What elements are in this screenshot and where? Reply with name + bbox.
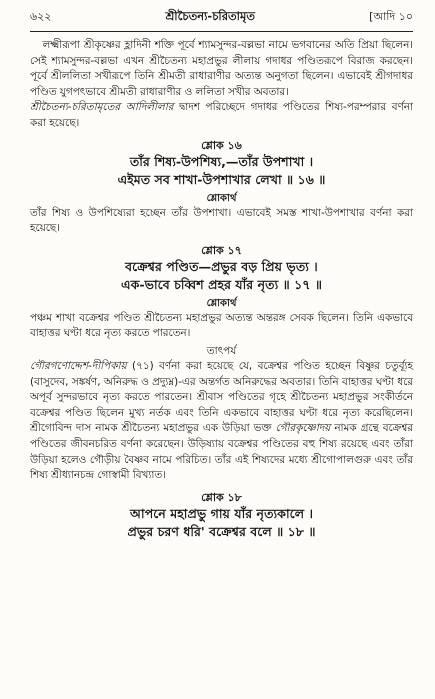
sloka-16-line-1: তাঁর শিষ্য-উপশিষ্য,—তাঁর উপশাখা । (129, 153, 314, 169)
sloka-18-line-2: প্রভুর চরণ ধরি' বক্রেশ্বর বলে ॥ ১৮ ॥ (127, 523, 316, 539)
chapter-reference: [আদি ১০ (369, 10, 413, 23)
intro-paragraph-2 (30, 100, 413, 131)
sloka-18-line-1: আপনে মহাপ্রভু গায় যাঁর নৃত্যকালে । (130, 505, 313, 521)
sloka-17-line-2: এক-ভাবে চব্বিশ প্রহর যাঁর নৃত্য ॥ ১৭ ॥ (121, 276, 322, 292)
purport-book-title-2: গৌরকৃষ্ণোদয় (275, 422, 331, 435)
sloka-16-line-2: এইমত সব শাখা-উপশাখার লেখা ॥ ১৬ ॥ (117, 171, 326, 187)
sloka-17-heading: শ্লোক ১৭ (201, 243, 242, 257)
purport-book-title: গৌরগণোদ্দেশ-দীপিকায় (30, 359, 127, 372)
book-title: শ্রীচৈতন্য-চরিতামৃত (165, 9, 256, 23)
sloka-17-translation-heading: শ্লোকার্থ (206, 297, 237, 309)
page-number: ৬২২ (30, 10, 52, 23)
sloka-18-heading: শ্লোক ১৮ (201, 490, 242, 504)
running-header (30, 8, 413, 32)
purport-text-2: নামক গ্রন্থে বক্রেশ্বর পণ্ডিতের জীবনচরিত বর্ণনা করেছেন। উড়িষ্যায় বক্রেশ্বর পণ্ডিতের বহু শিষ্য রয়েছে এবং তাঁরা উড়িয়া হলেও গৌড়ীয় বৈষ্ণব নামে পরিচিত। তাঁর এই শিষ্যদের মধ্যে শ্রীগোপালগুরু এবং তাঁর শিষ্য শ্রীধ্যানচন্দ্র গোস্বামী বিখ্যাত। (30, 422, 413, 482)
book-reference-italic: শ্রীচৈতন্য-চরিতামৃতের আদিলীলার (30, 101, 174, 114)
intro-paragraph-1: লক্ষ্মীরূপা শ্রীকৃষ্ণের হ্লাদিনী শক্তি পূর্বে শ্যামসুন্দর-বল্লভা নামে ভগবানের অতি প্রিয়া ছিলেন। সেই শ্যামসুন্দর-বল্লভা এখন শ্রীচৈতন্য মহাপ্রভুর লীলায় গদাধর পণ্ডিতরূপে বিরাজ করছেন। পূর্বে শ্রীললিতা সখীরূপে তিনি শ্রীমতী রাধারাণীর অত্যন্ত অনুগতা ছিলেন। এভাবেই শ্রীগদাধর পণ্ডিত যুগপৎভাবে শ্রীমতী রাধারাণীর ও ললিতা সখীর অবতার। (30, 39, 414, 98)
purport-text-1: (৭১) বর্ণনা করা হয়েছে যে, বক্রেশ্বর পণ্ডিত হচ্ছেন বিষ্ণুর চতুর্ব্যূহ (বাসুদেব, সঙ্কর্ষণ, অনিরুদ্ধ ও প্রদ্যুম্ন)-এর অন্তর্গত অনিরুদ্ধের অবতার। তিনি বাহাত্তর ঘণ্টা ধরে অপূর্ব সুন্দরভাবে নৃত্য করতে পারতেন। শ্রীবাস পণ্ডিতের গৃহে শ্রীচৈতন্য মহাপ্রভুর সংকীর্তনে বক্রেশ্বর পণ্ডিত ছিলেন মুখ্য নর্তক এবং তিনি একভাবে বাহাত্তর ঘণ্টা ধরে নৃত্য করেছিলেন। শ্রীগোবিন্দ দাস নামক শ্রীচৈতন্য মহাপ্রভুর এক উড়িয়া ভক্ত (30, 359, 413, 435)
intro-paragraph-2-text: দ্বাদশ পরিচ্ছেদে গদাধর পণ্ডিতের শিষ্য-পরম্পরার বর্ণনা করা হয়েছে। (30, 101, 413, 129)
purport-heading: তাৎপর্য (206, 344, 237, 357)
sloka-16-heading: শ্লোক ১৬ (201, 138, 242, 152)
sloka-16-translation: তাঁর শিষ্য ও উপশিষ্যেরা হচ্ছেন তাঁর উপশাখা। এভাবেই সমস্ত শাখা-উপশাখার বর্ণনা করা হয়েছে। (30, 206, 413, 235)
sloka-16-translation-heading: শ্লোকার্থ (206, 192, 237, 204)
purport-paragraph (30, 359, 413, 484)
sloka-17-translation: পঞ্চম শাখা বক্রেশ্বর পণ্ডিত শ্রীচৈতন্য মহাপ্রভুর অত্যন্ত অন্তরঙ্গ সেবক ছিলেন। তিনি একভাবে বাহাত্তর ঘণ্টা ধরে নৃত্য করতে পারতেন। (30, 311, 413, 340)
sloka-17-line-1: বক্রেশ্বর পণ্ডিত—প্রভুর বড় প্রিয় ভৃত্য । (125, 258, 318, 274)
